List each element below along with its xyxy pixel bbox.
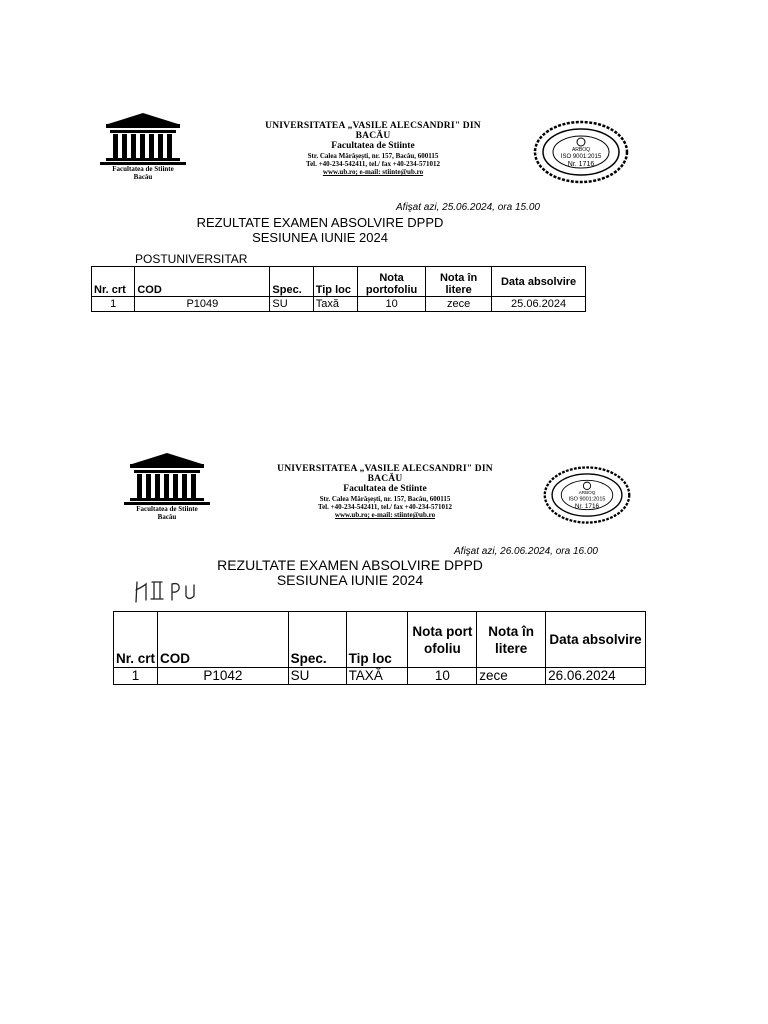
exam-title — [180, 215, 460, 245]
cell-data: 26.06.2024 — [546, 668, 646, 685]
phone: Tel. +40-234-542411, tel./ fax +40-234-571012 — [318, 503, 452, 511]
section-label: POSTUNIVERSITAR — [135, 252, 248, 266]
posted-date: Afişat azi, 26.06.2024, ora 16.00 — [454, 546, 598, 557]
university-name: UNIVERSITATEA „VASILE ALECSANDRI" DIN — [277, 464, 493, 474]
faculty-name: Facultatea de Stiinte — [343, 484, 427, 494]
header-data-absolvire: Data absolvire — [492, 267, 586, 297]
certification-seal — [532, 120, 630, 184]
address: Str. Calea Mărășești, nr. 157, Bacău, 600115 — [307, 152, 439, 160]
svg-text:ARBOQ: ARBOQ — [578, 490, 596, 496]
cell-nota: 10 — [358, 297, 426, 312]
logo-caption-line1: Facultatea de Stiinte — [112, 165, 174, 173]
table-header-row — [92, 267, 586, 297]
table-header-row — [114, 612, 646, 668]
posted-date: Afişat azi, 25.06.2024, ora 15.00 — [396, 202, 540, 213]
cell-nr: 1 — [92, 297, 135, 312]
logo-caption — [93, 165, 193, 181]
header-cod: COD — [158, 612, 289, 668]
cell-nota: 10 — [408, 668, 477, 685]
results-table-1 — [91, 266, 586, 312]
svg-text:ISO 9001:2015: ISO 9001:2015 — [568, 496, 606, 503]
svg-text:ISO 9001:2015: ISO 9001:2015 — [560, 154, 602, 160]
exam-title-line1: REZULTATE EXAMEN ABSOLVIRE DPPD — [196, 215, 444, 230]
logo-caption-line2: Bacău — [133, 173, 153, 181]
header-nr-crt: Nr. crt — [114, 612, 158, 668]
phone: Tel. +40-234-542411, tel./ fax +40-234-571012 — [306, 160, 440, 168]
header-tip-loc: Tip loc — [313, 267, 357, 297]
cell-cod: P1049 — [135, 297, 270, 312]
header-data-absolvire: Data absolvire — [546, 612, 646, 668]
svg-text:Nr. 1716: Nr. 1716 — [567, 161, 595, 168]
cell-nota-litere: zece — [477, 668, 546, 685]
cell-data: 25.06.2024 — [492, 297, 586, 312]
cell-nota-litere: zece — [426, 297, 492, 312]
web-email: www.ub.ro; e-mail: stiinte@ub.ro — [334, 511, 436, 519]
header-spec: Spec. — [270, 267, 313, 297]
exam-title-line1: REZULTATE EXAMEN ABSOLVIRE DPPD — [217, 557, 483, 573]
faculty-name: Facultatea de Stiinte — [331, 141, 415, 151]
university-city: BACĂU — [367, 474, 403, 484]
handwritten-note — [132, 574, 204, 606]
cell-nr: 1 — [114, 668, 158, 685]
exam-title-line2: SESIUNEA IUNIE 2024 — [276, 572, 424, 588]
table-row — [114, 668, 646, 685]
logo-caption-line1: Facultatea de Stiinte — [136, 505, 198, 513]
cell-tip-loc: Taxă — [313, 297, 357, 312]
header-tip-loc: Tip loc — [346, 612, 408, 668]
web-email: www.ub.ro; e-mail: stiinte@ub.ro — [322, 168, 424, 176]
header-cod: COD — [135, 267, 270, 297]
letterhead — [250, 464, 520, 519]
cell-cod: P1042 — [158, 668, 289, 685]
svg-text:Nr. 1716: Nr. 1716 — [574, 502, 600, 510]
table-row — [92, 297, 586, 312]
exam-title — [195, 558, 505, 588]
logo-caption-line2: Bacău — [157, 513, 177, 521]
header-spec: Spec. — [288, 612, 346, 668]
logo-caption — [117, 505, 217, 521]
header-nota-litere: Nota în litere — [477, 612, 546, 668]
results-table-2 — [113, 611, 646, 685]
letterhead — [238, 121, 508, 176]
header-nr-crt: Nr. crt — [92, 267, 135, 297]
header-nota-portofoliu: Nota portofoliu — [358, 267, 426, 297]
university-name: UNIVERSITATEA „VASILE ALECSANDRI" DIN — [265, 121, 481, 131]
header-nota-litere: Nota în litere — [426, 267, 492, 297]
address: Str. Calea Mărășești, nr. 157, Bacău, 600115 — [319, 495, 451, 503]
cell-spec: SU — [270, 297, 313, 312]
header-nota-portofoliu: Nota portofoliu — [408, 612, 477, 668]
certification-seal — [542, 463, 632, 527]
cell-tip-loc: TAXĂ — [346, 668, 408, 685]
university-city: BACĂU — [355, 131, 391, 141]
exam-title-line2: SESIUNEA IUNIE 2024 — [252, 230, 388, 245]
svg-text:ARBOQ: ARBOQ — [571, 147, 591, 153]
cell-spec: SU — [288, 668, 346, 685]
